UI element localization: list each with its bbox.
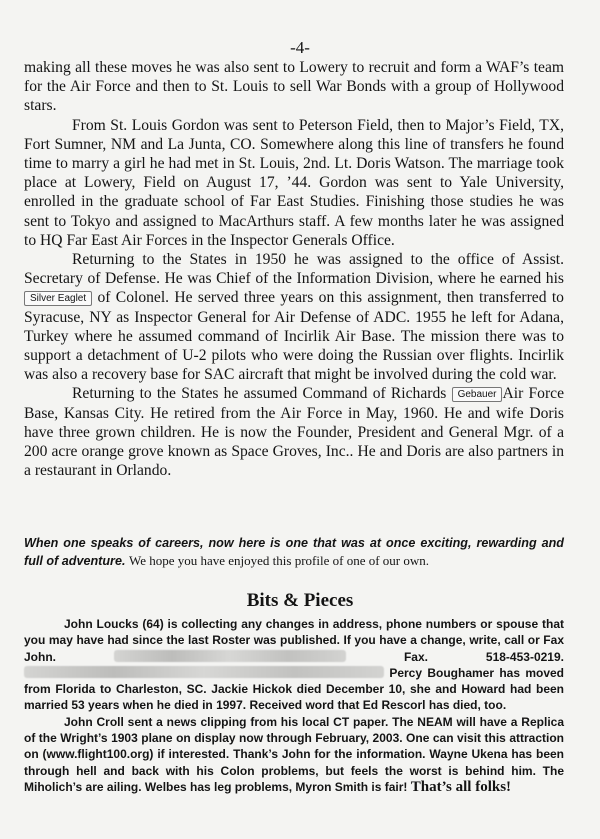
section-heading: Bits & Pieces: [246, 590, 354, 611]
bits-p1-text-b: Percy Boughamer has moved from Florida to Charleston, SC. Jackie Hickok died December 10, she and Howard had been married 53 years when he died in 1997. Received word that Ed Rescorl has died, too.: [24, 665, 564, 713]
bits-and-pieces-section: [24, 616, 564, 795]
sign-off: That’s all folks!: [410, 778, 512, 795]
paragraph-4-text-a: Returning to the States he assumed Command of Richards: [72, 385, 447, 403]
page-number: -4-: [290, 38, 310, 57]
closing-plain: We hope you have enjoyed this profile of one of our own.: [128, 553, 430, 568]
closing-bold: When one speaks of careers, now here is one that was at once exciting, rewarding and full of adventure.: [24, 536, 564, 568]
paragraph-4: [24, 384, 564, 480]
redacted-address: [114, 650, 346, 662]
bits-paragraph-1: [24, 616, 564, 714]
redacted-block: [24, 666, 384, 678]
bits-p2-text: John Croll sent a news clipping from his local CT paper. The NEAM will have a Replica of the Wright’s 1903 plane on display now through February, 2003. One can visit this attraction on (www.flight100.org) if interested. Thank’s John for the information. Wayne Ukena has been through hell and back with his Colon problems, but feels the worst is behind him. The Miholich’s are ailing. Welbes has leg problems, Myron Smith is fair!: [24, 714, 564, 794]
paragraph-3: [24, 250, 564, 384]
paragraph-1: making all these moves he was also sent to Lowery to recruit and form a WAF’s team for the Air Force and then to St. Louis to sell War Bonds with a group of Hollywood stars.: [24, 59, 564, 115]
gebauer-label: Gebauer: [452, 387, 503, 402]
paragraph-3-text-a: Returning to the States in 1950 he was assigned to the office of Assist. Secretary of Defense. He was Chief of the Information Division, where he earned his: [24, 251, 564, 288]
fax-number: Fax. 518-453-0219.: [403, 649, 564, 664]
bits-paragraph-2: [24, 714, 564, 795]
bits-p1-text-a: John Loucks (64) is collecting any changes in address, phone numbers or spouse that you may have had since the last Roster was published. If you have a change, write, call or Fax John.: [24, 617, 564, 664]
paragraph-4-text-b: Air Force Base, Kansas City. He retired from the Air Force in May, 1960. He and wife Doris have three grown children. He is now the Founder, President and General Mgr. of a 200 acre orange grove known as Space Groves, Inc.. He and Doris are also partners in a restaurant in Orlando.: [24, 385, 564, 480]
closing-remark: [24, 534, 564, 570]
silver-eaglet-label: Silver Eaglet: [24, 291, 92, 306]
profile-article: [24, 58, 564, 480]
paragraph-3-text-b: of Colonel. He served three years on this assignment, then transferred to Syracuse, NY as Inspector General for Air Defense of ADC. 1955 he left for Adana, Turkey where he assumed command of Incirlik Air Base. The mission there was to support a detachment of U-2 pilots who were doing the Russian over flights. Incirlik was also a recovery base for SAC aircraft that might be involved during the cold war.: [24, 289, 564, 384]
paragraph-2: From St. Louis Gordon was sent to Peterson Field, then to Major’s Field, TX, Fort Sumner, NM and La Junta, CO. Somewhere along this line of transfers he found time to marry a girl he had met in St. Louis, 2nd. Lt. Doris Watson. The marriage took place at Lowery, Field on August 17, ’44. Gordon was sent to Yale University, enrolled in the graduate school of Far East Studies. Finishing those studies he was sent to Tokyo and assigned to MacArthurs staff. A few months later he was assigned to HQ Far East Air Forces in the Inspector Generals Office.: [24, 116, 564, 249]
